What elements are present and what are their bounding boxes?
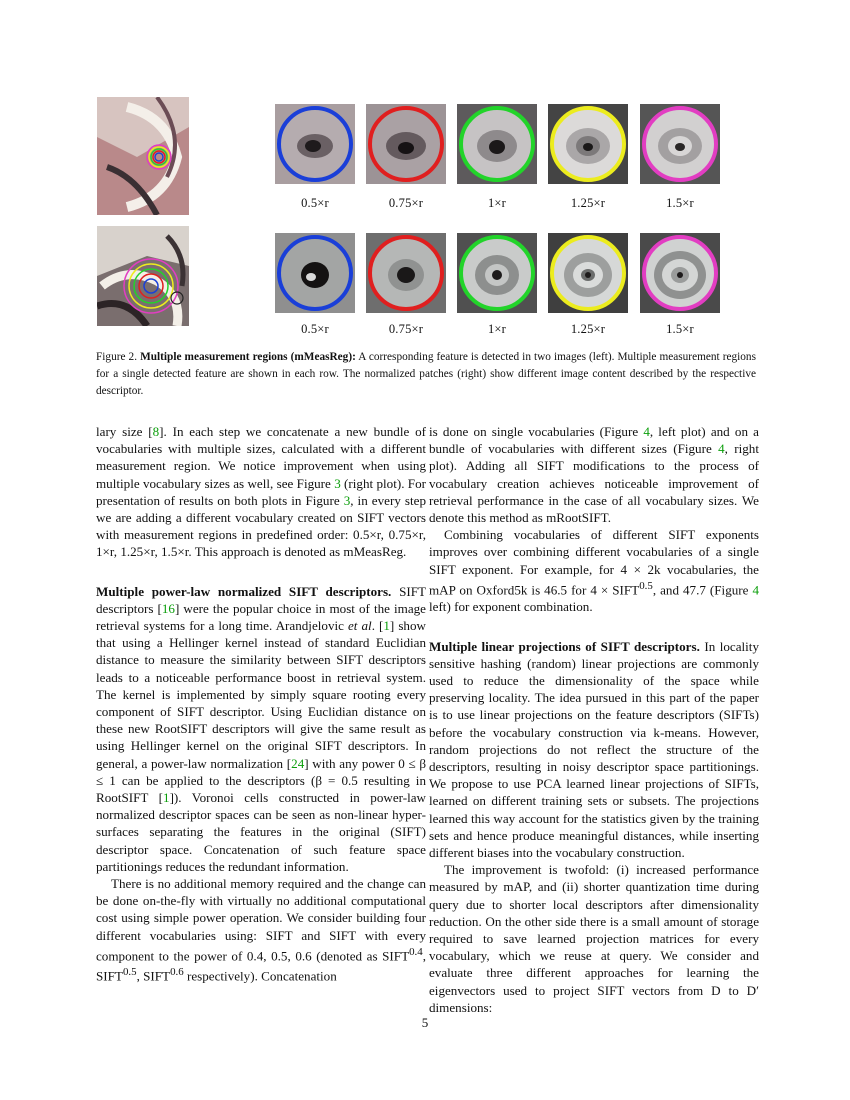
- paragraph-linear-projections: Multiple linear projections of SIFT descriptors. In locality sensitive hashing (random) linear projections are commonly used to reduce the dimensionality of the space while preserving locality. The idea pursued in this part of the paper is to use linear projections on the feature descriptors (SIFTs) before the vocabulary construction via k-means. However, random projections do not reflect the structure of the descriptors, resulting in noisy descriptor space partitionings. We propose to use PCA learned linear projections of SIFTs, learned on different training sets or subsets. The projections learned this way account for the statistics given by the training sets and hence produce meaningful distances, while inserting different biases into the vocabulary construction.: [429, 638, 759, 861]
- patch-row1-1.5r: [640, 104, 720, 184]
- paragraph-improvement: The improvement is twofold: (i) increased performance measured by mAP, and (ii) shorter quantization time during query due to shorter local descriptors after dimensionality reduction. On the other side there is a small amount of storage required to save learned projection matrices for every vocabulary, which we reuse at query. We consider and evaluate three different approaches for learning the eigenvectors used to project SIFT vectors from D to D′ dimensions:: [429, 862, 759, 1015]
- label-row1-0.5r: 0.5×r: [301, 196, 329, 210]
- figure-link[interactable]: 4: [752, 582, 759, 598]
- citation-link[interactable]: 8: [152, 424, 160, 439]
- paragraph-vocabulary-size: lary size [8]. In each step we concatenate a new bundle of vocabularies with multiple sizes, calculated with a different measurement region. We notice improvement when using multiple vocabulary sizes as well, see Figure 3 (right plot). For presentation of results on both plots in Figure 3, in every step we are adding a different vocabulary created on SIFT vectors with measurement regions in predefined order: 0.5×r, 0.75×r, 1×r, 1.25×r, 1.5×r. This approach is denoted as mMeasReg.: [96, 424, 427, 560]
- label-row2-1r: 1×r: [487, 322, 507, 336]
- label-row1-1r: 1×r: [487, 196, 507, 210]
- patch-row2-0.5r: [275, 233, 355, 313]
- paragraph-combining-exponents: Combining vocabularies of different SIFT exponents improves over combining different vocabularies of a single SIFT exponent. For example, for 4 × 2k vocabularies, the mAP on Oxford5k is 46.5 for $4 \times SIFT^{0.5}$, and 47.7 (Figure 4 left) for exponent combination.: [429, 527, 759, 615]
- patch-row1-1r: [457, 104, 537, 184]
- citation-link[interactable]: 1: [163, 790, 170, 806]
- label-row2-0.5r: 0.5×r: [301, 322, 329, 336]
- patch-row1-0.5r: [275, 104, 355, 184]
- figure-link[interactable]: 3: [334, 475, 341, 491]
- source-image-2: [97, 226, 189, 326]
- left-column: [96, 423, 426, 985]
- figure-link[interactable]: 4: [643, 424, 650, 439]
- label-row1-0.75r: 0.75×r: [388, 196, 424, 210]
- section-heading: Multiple power-law normalized SIFT descriptors.: [96, 583, 392, 599]
- patch-row2-1.5r: [640, 233, 720, 313]
- patch-row1-0.75r: [366, 104, 446, 184]
- page-number: 5: [421, 1015, 429, 1030]
- label-row1-1.5r: 1.5×r: [666, 196, 694, 210]
- right-column: [429, 423, 759, 1016]
- paragraph-additional-memory: There is no additional memory required and the change can be done on-the-fly with virtually no additional computational cost using simple power operation. We consider building four different vocabularies using: SIFT and SIFT with every component to the power of 0.4, 0.5, 0.6 (denoted as $SIFT^{0.4}$, $SIFT^{0.5}$, $SIFT^{0.6}$ respectively). Concatenation: [96, 876, 426, 984]
- caption-label: Figure 2.: [96, 351, 138, 363]
- source-image-1: [97, 97, 189, 215]
- citation-link[interactable]: 1: [383, 618, 390, 634]
- paragraph-power-law: Multiple power-law normalized SIFT descriptors. SIFT descriptors [16] were the popular choice in most of the image retrieval systems for a long time. Arandjelovic et al. [1] show that using a Hellinger kernel instead of standard Euclidian distance to measure the similarity between SIFT descriptors leads to a noticeable performance boost in retrieval system. The kernel is implemented by simply square rooting every component of SIFT descriptor. Using Euclidian distance on these new RootSIFT descriptors will give the same result as using Hellinger kernel on the original SIFT descriptors. In general, a power-law normalization [24] with any power 0 ≤ β ≤ 1 can be applied to the descriptors (β = 0.5 resulting in RootSIFT [1]). Voronoi cells constructed in power-law normalized descriptor spaces can be seen as non-linear hyper-surfaces separating the features in the original (SIFT) descriptor space. Concatenation of such feature space partitionings reduces the redundant information.: [96, 583, 426, 874]
- figure-caption: [96, 349, 756, 400]
- patch-row2-1.25r: [548, 233, 628, 313]
- figure-2: [0, 0, 850, 360]
- section-heading: Multiple linear projections of SIFT descriptors.: [429, 638, 700, 654]
- citation-link[interactable]: 24: [291, 755, 305, 771]
- paragraph-concatenation: is done on single vocabularies (Figure 4, left plot) and on a bundle of vocabularies with different sizes (Figure 4, right plot). Adding all SIFT modifications to the process of vocabulary creation achieves noticeable improvement of retrieval performance in the case of all vocabulary sizes. We denote this method as mRootSIFT.: [429, 424, 759, 526]
- citation-link[interactable]: 16: [161, 600, 175, 616]
- label-row2-1.25r: 1.25×r: [570, 322, 606, 336]
- patch-row2-0.75r: [366, 233, 446, 313]
- patch-row1-1.25r: [548, 104, 628, 184]
- caption-text: A corresponding feature is detected in two images (left). Multiple measurement regions for a single detected feature are shown in each row. The normalized patches (right) show different image content described by the respective descriptor.: [96, 351, 756, 397]
- label-row1-1.25r: 1.25×r: [570, 196, 606, 210]
- patch-row2-1r: [457, 233, 537, 313]
- figure-link[interactable]: 3: [343, 492, 351, 508]
- figure-link[interactable]: 4: [718, 441, 725, 457]
- label-row2-0.75r: 0.75×r: [388, 322, 424, 336]
- label-row2-1.5r: 1.5×r: [666, 322, 694, 336]
- caption-title: Multiple measurement regions (mMeasReg):: [140, 351, 356, 363]
